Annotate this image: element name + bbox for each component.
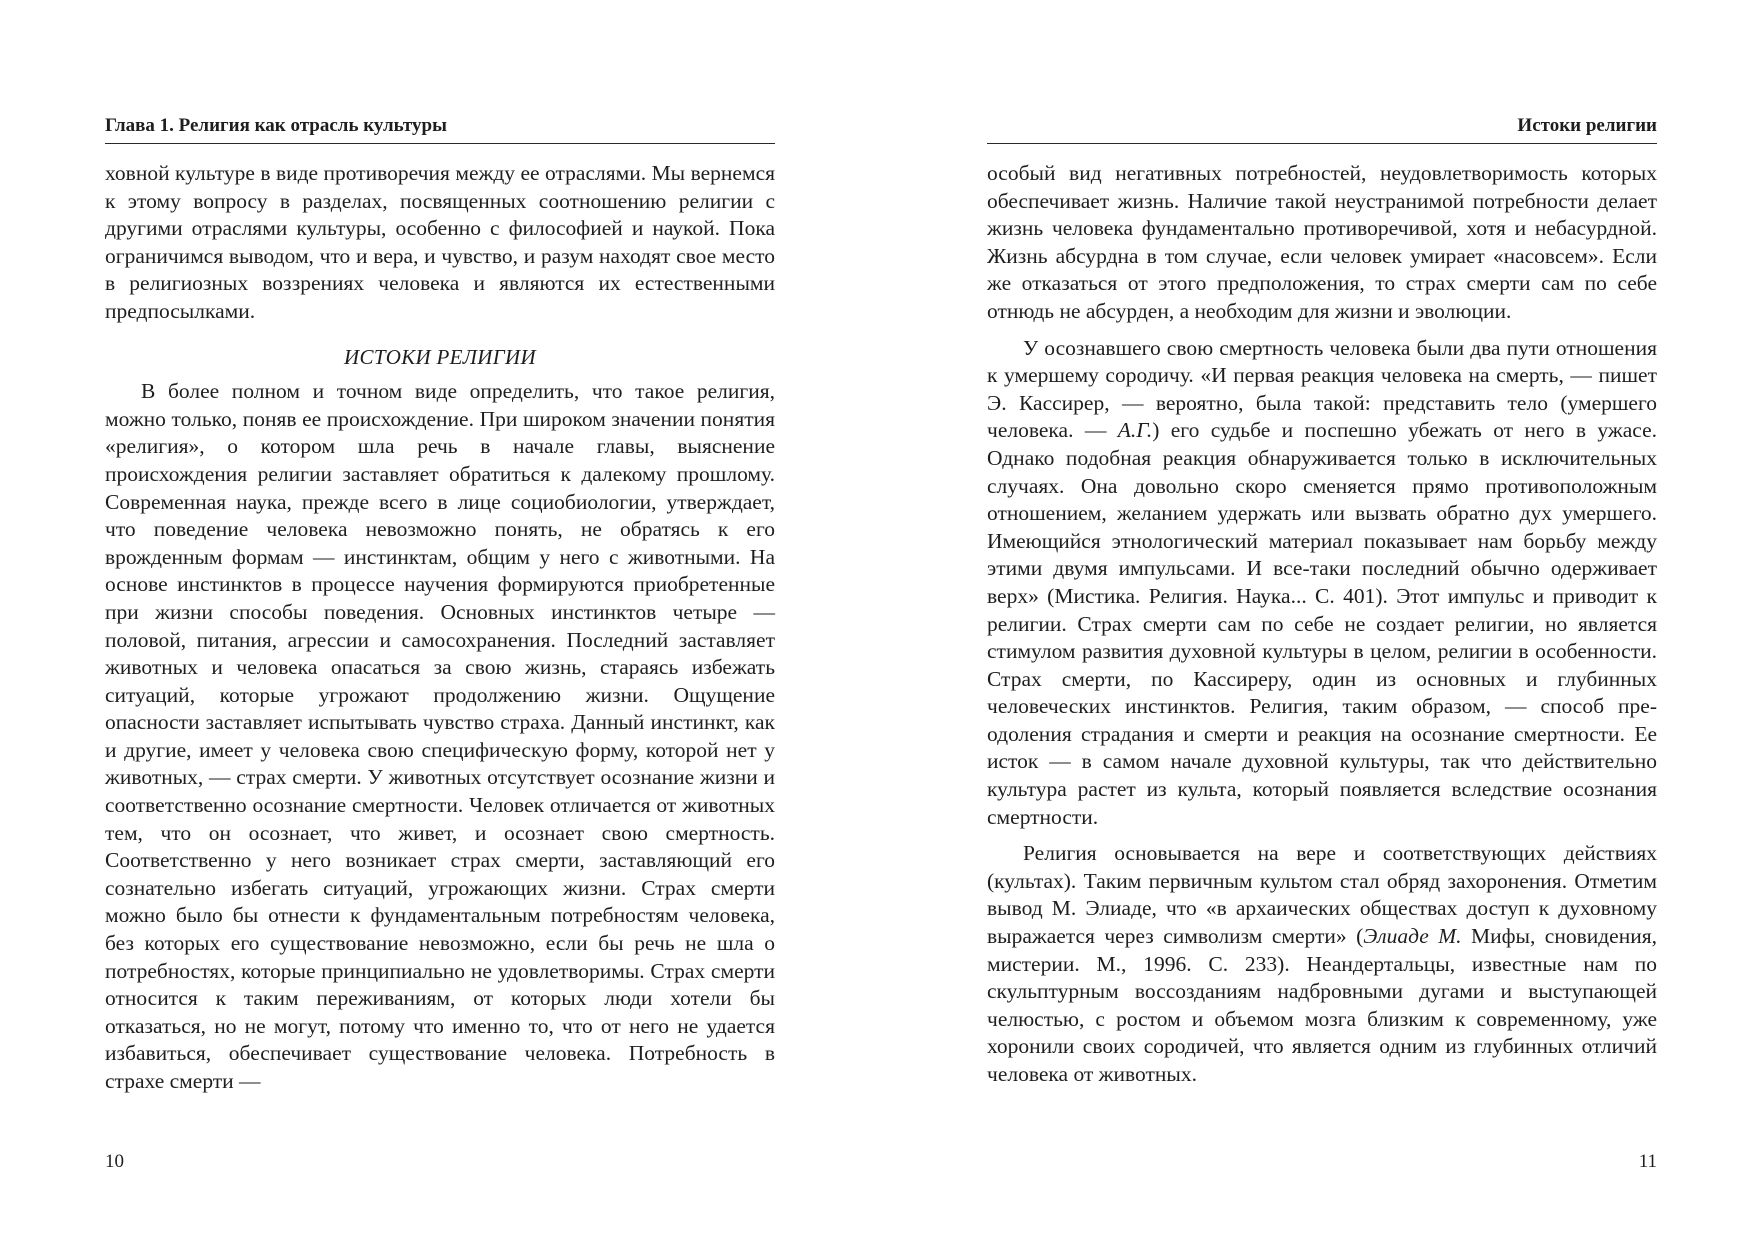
page-number-right: 11 (1638, 1151, 1657, 1172)
text-run: Мифы, сновидения, мистерии. М., 1996. С. 233). Неандертальцы, известные нам по скульптурным воссозданиям надбровными дугами и выступающей челюстью, с ростом и объемом мозга близким к современному, уже хоронили своих сородичей, что является одним из глубинных отличий человека от животных. (987, 924, 1657, 1086)
author-initials: А.Г. (1117, 418, 1153, 443)
text-run: У осознавшего свою смертность человека были два пути отношения к умершему сородичу. «И первая реакция человека на смерть, — пишет Э. Кассирер, — вероятно, была такой: представить тело (умершего человека. — (987, 335, 1657, 443)
left-page-body (105, 160, 775, 1096)
text-run: ) его судьбе и поспешно убежать от него в ужасе. Однако подобная реакция обнаруживается только в исключительных случаях. Она довольно скоро сменяется прямо противоположным отношением, желанием удержать или вызвать обратно дух умершего. Имеющийся этнологический материал показывает нам борьбу между этими двумя импульсами. И все-таки последний обычно одерживает верх» (Мистика. Религия. Наука... С. 401). Этот импульс и приводит к религии. Страх смерти сам по себе не создает религии, но является стимулом развития духовной культуры в целом, религии в особенности. Страх смерти, по Кассиреру, один из основных и глубинных человеческих инстинктов. Религия, таким образом, — способ преодоления страдания и смерти и реакция на осознание смертности. Ее исток — в самом начале духовной культуры, так что действительно культура растет из культа, который появляется вследствие осознания смертности. (987, 418, 1657, 829)
running-head-section: Истоки религии (987, 113, 1657, 144)
running-head-chapter: Глава 1. Религия как отрасль культуры (105, 113, 775, 144)
right-page-body (987, 160, 1657, 1089)
paragraph-continued: ховной культуре в виде противоречия между ее отраслями. Мы вернемся к этому вопросу в разделах, посвященных соотношению религии с другими отраслями культуры, особенно с философией и наукой. Пока ограничимся выводом, что и вера, и чувство, и разум находят свое место в религиозных воззрениях человека и являются их естественными предпосылками. (105, 161, 775, 323)
text-run: Религия основывается на вере и соответствующих действиях (культах). Таким первичным культом стал обряд захоронения. Отметим вывод М. Элиаде, что «в архаических обществах доступ к духовному выражается через символизм смерти» ( (987, 841, 1657, 949)
section-title: ИСТОКИ РЕЛИГИИ (344, 344, 536, 369)
paragraph-main: В более полном и точном виде определить, что такое религия, можно только, поняв ее происхождение. При широком значении понятия «религия», о котором шла речь в начале главы, выяснение происхождения религии заставляет обратиться к далекому прошлому. Современная наука, прежде всего в лице социобиологии, утверждает, что поведение человека невозможно понять, не обратясь к его врожденным формам — инстинктам, общим у него с животными. На основе инстинктов в процессе научения формируются приобретенные при жизни способы поведения. Основных инстинктов четыре — половой, питания, агрессии и самосохранения. Последний заставляет животных и человека опасаться за свою жизнь, стараясь избежать ситуаций, которые угрожают продолжению жизни. Ощущение опасности заставляет испытывать чувство страха. Данный инстинкт, как и другие, имеет у человека свою специфическую форму, которой нет у животных, — страх смерти. У животных отсутствует осознание жизни и соответственно осознание смертности. Человек отличается от животных тем, что он осознает, что живет, и осознает свою смертность. Соответственно у него возникает страх смерти, заставляющий его сознательно избегать ситуаций, угрожающих жизни. Страх смерти можно было бы отнести к фундаментальным потребностям человека, без которых его существование невозможно, если бы речь не шла о потребностях, которые принципиально не удовлетворимы. Страх смерти относится к таким переживаниям, от которых люди хотели бы отказаться, но не могут, потому что именно то, что от него не удается избавиться, обеспечивает существование человека. Потребность в страхе смерти — (105, 379, 775, 1093)
left-page (105, 0, 775, 1240)
right-page (987, 0, 1657, 1240)
paragraph-cassirer (987, 335, 1657, 832)
page-number-left: 10 (105, 1151, 124, 1172)
citation-author: Элиаде М. (1363, 924, 1462, 949)
paragraph-eliade (987, 840, 1657, 1088)
paragraph-continued: особый вид негативных потребностей, неудовлетворимость которых обеспечивает жизнь. Наличие такой неустранимой потребности делает жизнь человека фундаментально противоречивой, хотя и небасурдной. Жизнь абсурдна в том случае, если человек умирает «насовсем». Если же отказаться от этого предположения, то страх смерти сам по себе отнюдь не абсурден, а необходим для жизни и эволюции. (987, 161, 1657, 323)
